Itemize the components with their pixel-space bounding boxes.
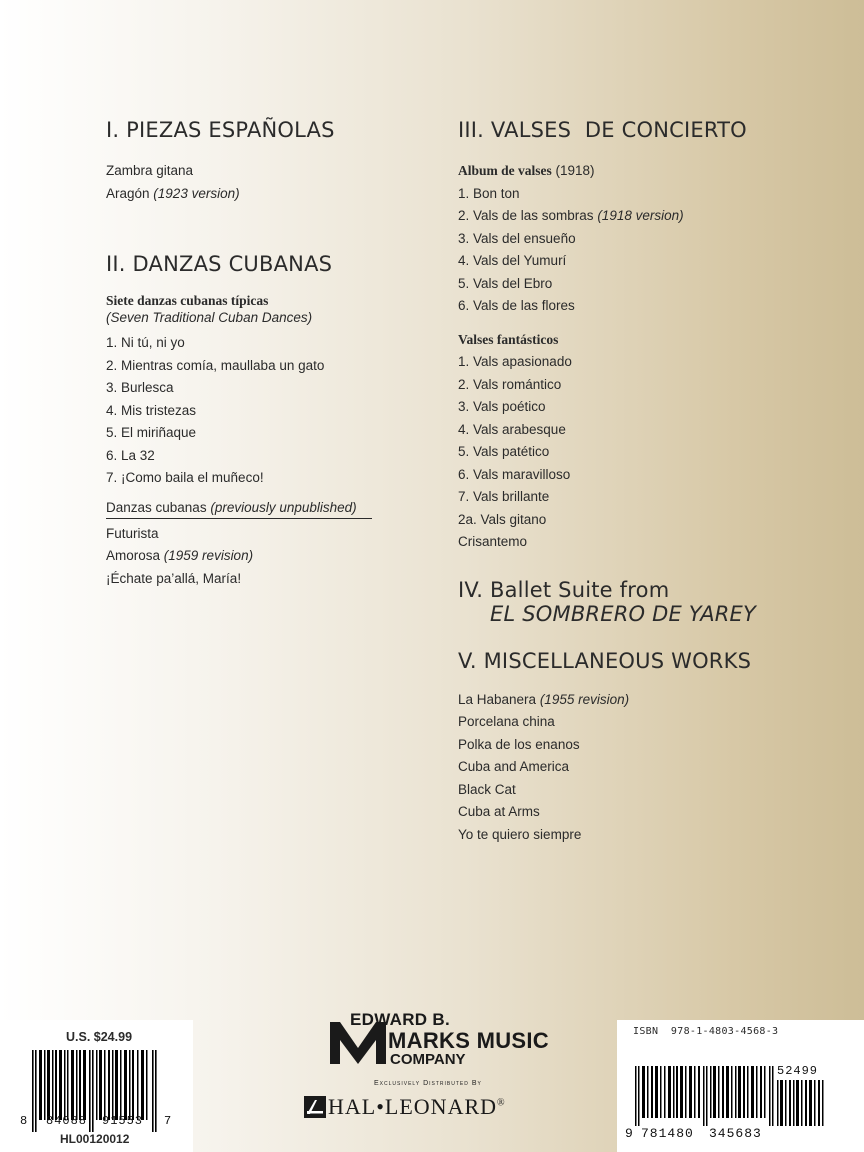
list-item: Crisantemo (458, 534, 528, 549)
isbn-digits-group2: 345683 (709, 1126, 762, 1141)
section-heading-misc: V. MISCELLANEOUS WORKS (458, 648, 752, 673)
upc-barcode-box (0, 1020, 193, 1152)
list-item: Black Cat (458, 781, 516, 797)
publisher-line2: MARKS MUSIC (388, 1028, 549, 1053)
list-item: 6. Vals maravilloso (458, 466, 571, 482)
section-heading-danzas: II. DANZAS CUBANAS (106, 252, 333, 276)
list-item: 5. Vals del Ebro (458, 275, 553, 291)
isbn-addon-digits: 52499 (777, 1064, 819, 1078)
list-item: Polka de los enanos (458, 736, 580, 752)
list-item: 2. Vals romántico (458, 376, 562, 392)
group-title: Valses fantásticos (458, 331, 559, 347)
list-item: Amorosa (1959 revision) (106, 548, 254, 563)
list-item: Aragón (1923 version) (106, 185, 240, 201)
list-item: 5. El miriñaque (106, 425, 197, 440)
upc-digit-last: 7 (164, 1114, 172, 1128)
list-item: 2. Vals de las sombras (1918 version) (458, 208, 684, 223)
list-item: 2. Mientras comía, maullaba un gato (106, 357, 325, 373)
group-title: Album de valses (1918) (458, 163, 595, 178)
product-code: HL00120012 (60, 1132, 130, 1146)
addon-barcode-icon (777, 1080, 825, 1126)
ballet-title: EL SOMBRERO DE YAREY (490, 601, 757, 626)
list-item: 1. Bon ton (458, 185, 520, 201)
group-title-underlined: Danzas cubanas (previously unpublished) (106, 500, 372, 519)
list-item: 2a. Vals gitano (458, 511, 547, 527)
isbn-digit-first: 9 (625, 1126, 633, 1141)
list-item: 4. Vals arabesque (458, 421, 566, 437)
section-heading-piezas: I. PIEZAS ESPAÑOLAS (106, 118, 335, 142)
isbn-barcode-box (617, 1020, 864, 1152)
upc-digits-group1: 84088 (46, 1114, 88, 1128)
left-column (106, 118, 426, 590)
section-heading-valses: III. VALSES DE CONCIERTO (458, 118, 747, 142)
list-item: ¡Échate pa’allá, María! (106, 570, 242, 586)
list-item: 1. Ni tú, ni yo (106, 335, 185, 350)
upc-digits-group2: 91553 (102, 1114, 144, 1128)
list-item: 5. Vals patético (458, 444, 550, 459)
list-item: Cuba at Arms (458, 804, 540, 819)
list-item: Cuba and America (458, 759, 570, 774)
isbn-digits-group1: 781480 (641, 1126, 694, 1141)
upc-digit-first: 8 (20, 1114, 28, 1128)
list-item: Yo te quiero siempre (458, 826, 582, 842)
publisher-line1: EDWARD B. (350, 1010, 450, 1029)
price-label: U.S. $24.99 (66, 1030, 133, 1044)
isbn-barcode-icon (635, 1066, 775, 1126)
list-item: 3. Vals poético (458, 399, 546, 414)
list-item: 6. Vals de las flores (458, 298, 575, 313)
list-item: Zambra gitana (106, 163, 194, 178)
list-item: 1. Vals apasionado (458, 354, 572, 369)
section-heading-ballet: IV. Ballet Suite from (458, 577, 670, 602)
list-item: Porcelana china (458, 714, 555, 729)
distributed-by: Exclusively Distributed By (374, 1080, 482, 1087)
hal-leonard-logo: HAL•LEONARD® (304, 1094, 506, 1120)
list-item: 7. Vals brillante (458, 489, 550, 504)
publisher-line3: COMPANY (390, 1051, 466, 1068)
list-item: 3. Vals del ensueño (458, 230, 576, 246)
list-item: 4. Vals del Yumurí (458, 253, 567, 268)
publisher-logo (328, 1010, 568, 1122)
isbn-label: ISBN 978-1-4803-4568-3 (633, 1026, 779, 1037)
list-item: 4. Mis tristezas (106, 402, 197, 418)
list-item: 6. La 32 (106, 447, 155, 463)
group-subtitle: (Seven Traditional Cuban Dances) (106, 310, 313, 325)
list-item: La Habanera (1955 revision) (458, 691, 630, 707)
right-column (458, 118, 838, 846)
hal-leonard-icon (304, 1096, 326, 1118)
list-item: 7. ¡Como baila el muñeco! (106, 470, 264, 485)
list-item: Futurista (106, 525, 159, 541)
list-item: 3. Burlesca (106, 380, 174, 395)
group-title: Siete danzas cubanas típicas (106, 293, 269, 308)
